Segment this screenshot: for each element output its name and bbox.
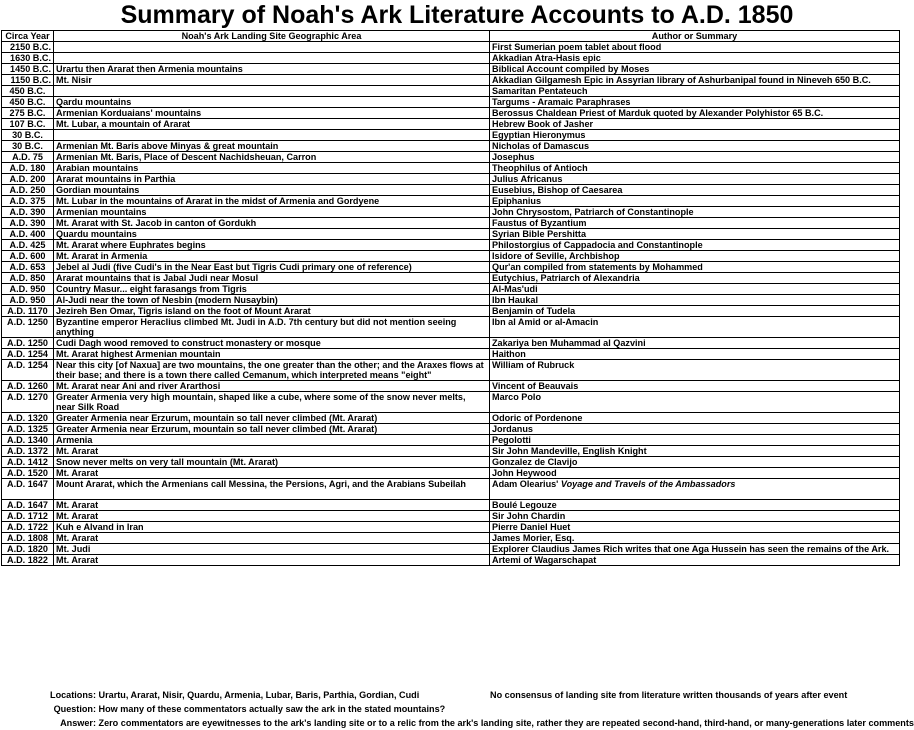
table-row	[2, 262, 900, 273]
cell-author	[490, 381, 900, 392]
author-text: Haithon	[492, 349, 526, 359]
table-row	[2, 174, 900, 185]
cell-site: Ararat mountains in Parthia	[54, 174, 490, 185]
cell-site: Mt. Ararat in Armenia	[54, 251, 490, 262]
cell-author	[490, 42, 900, 53]
cell-year: A.D. 375	[2, 196, 54, 207]
cell-year: 1450 B.C.	[2, 64, 54, 75]
cell-year: A.D. 1520	[2, 468, 54, 479]
author-text: Adam Olearius'	[492, 479, 559, 489]
author-text: Targums - Aramaic Paraphrases	[492, 97, 631, 107]
author-text: Pierre Daniel Huet	[492, 522, 571, 532]
cell-year: A.D. 850	[2, 273, 54, 284]
cell-site: Al-Judi near the town of Nesbin (modern Nusaybin)	[54, 295, 490, 306]
table-row	[2, 360, 900, 381]
table-row	[2, 381, 900, 392]
cell-year: 450 B.C.	[2, 97, 54, 108]
cell-site: Mt. Ararat	[54, 555, 490, 566]
table-row	[2, 500, 900, 511]
cell-author	[490, 349, 900, 360]
cell-author	[490, 53, 900, 64]
cell-author	[490, 97, 900, 108]
cell-site: Mt. Judi	[54, 544, 490, 555]
table-row	[2, 251, 900, 262]
cell-site: Byzantine emperor Heraclius climbed Mt. Judi in A.D. 7th century but did not mention seeing anything	[54, 317, 490, 338]
author-text: Jordanus	[492, 424, 533, 434]
cell-site: Jezireh Ben Omar, Tigris island on the foot of Mount Ararat	[54, 306, 490, 317]
cell-author	[490, 218, 900, 229]
cell-site: Mt. Ararat	[54, 500, 490, 511]
cell-site: Cudi Dagh wood removed to construct monastery or mosque	[54, 338, 490, 349]
cell-site: Mt. Ararat	[54, 511, 490, 522]
cell-site: Armenian Mt. Baris, Place of Descent Nachidsheuan, Carron	[54, 152, 490, 163]
author-text: Berossus Chaldean Priest of Marduk quoted by Alexander Polyhistor 65 B.C.	[492, 108, 824, 118]
author-text: Biblical Account compiled by Moses	[492, 64, 650, 74]
cell-year: A.D. 1412	[2, 457, 54, 468]
cell-author	[490, 284, 900, 295]
author-text: Akkadian Gilgamesh Epic in Assyrian library of Ashurbanipal found in Nineveh 650 B.C.	[492, 75, 871, 85]
cell-author	[490, 64, 900, 75]
cell-author	[490, 240, 900, 251]
cell-year: A.D. 425	[2, 240, 54, 251]
table-row	[2, 457, 900, 468]
cell-author	[490, 533, 900, 544]
cell-site	[54, 86, 490, 97]
author-text: James Morier, Esq.	[492, 533, 575, 543]
cell-site: Mount Ararat, which the Armenians call Messina, the Persions, Agri, and the Arabians Subeilah	[54, 479, 490, 500]
cell-site: Mt. Ararat where Euphrates begins	[54, 240, 490, 251]
cell-site: Armenian mountains	[54, 207, 490, 218]
cell-author	[490, 262, 900, 273]
table-row	[2, 207, 900, 218]
author-text: Qur'an compiled from statements by Mohammed	[492, 262, 703, 272]
cell-author	[490, 544, 900, 555]
footer-locations	[0, 690, 914, 700]
table-row	[2, 284, 900, 295]
author-text: Josephus	[492, 152, 535, 162]
cell-site: Qardu mountains	[54, 97, 490, 108]
cell-site: Greater Armenia very high mountain, shaped like a cube, where some of the snow never melts, near Silk Road	[54, 392, 490, 413]
cell-year: A.D. 1254	[2, 349, 54, 360]
cell-site: Greater Armenia near Erzurum, mountain so tall never climbed (Mt. Ararat)	[54, 424, 490, 435]
cell-author	[490, 446, 900, 457]
author-italic-title: Voyage and Travels of the Ambassadors	[560, 479, 736, 489]
table-row	[2, 392, 900, 413]
author-text: Eutychius, Patriarch of Alexandria	[492, 273, 640, 283]
cell-year: A.D. 1372	[2, 446, 54, 457]
author-text: Odoric of Pordenone	[492, 413, 583, 423]
cell-year: A.D. 1250	[2, 317, 54, 338]
table-row	[2, 229, 900, 240]
table-row	[2, 163, 900, 174]
cell-year: 107 B.C.	[2, 119, 54, 130]
cell-year: A.D. 200	[2, 174, 54, 185]
author-text: William of Rubruck	[492, 360, 575, 370]
table-row	[2, 435, 900, 446]
header-landing-site: Noah's Ark Landing Site Geographic Area	[54, 31, 490, 42]
cell-site: Mt. Ararat highest Armenian mountain	[54, 349, 490, 360]
cell-site: Arabian mountains	[54, 163, 490, 174]
cell-site: Mt. Ararat	[54, 468, 490, 479]
cell-author	[490, 75, 900, 86]
author-text: Vincent of Beauvais	[492, 381, 579, 391]
cell-site: Gordian mountains	[54, 185, 490, 196]
cell-site: Jebel al Judi (five Cudi's in the Near East but Tigris Cudi primary one of reference)	[54, 262, 490, 273]
table-row	[2, 511, 900, 522]
table-row	[2, 42, 900, 53]
cell-site: Armenia	[54, 435, 490, 446]
cell-site: Armenian Mt. Baris above Minyas & great mountain	[54, 141, 490, 152]
table-row	[2, 64, 900, 75]
cell-author	[490, 152, 900, 163]
cell-site: Mt. Ararat with St. Jacob in canton of Gordukh	[54, 218, 490, 229]
cell-site	[54, 130, 490, 141]
cell-author	[490, 500, 900, 511]
cell-site: Country Masur... eight farasangs from Tigris	[54, 284, 490, 295]
author-text: Benjamin of Tudela	[492, 306, 576, 316]
cell-site: Mt. Lubar in the mountains of Ararat in the midst of Armenia and Gordyene	[54, 196, 490, 207]
header-circa-year: Circa Year	[2, 31, 54, 42]
cell-year: A.D. 950	[2, 284, 54, 295]
cell-year: A.D. 1820	[2, 544, 54, 555]
table-row	[2, 349, 900, 360]
author-text: Julius Africanus	[492, 174, 563, 184]
cell-year: A.D. 950	[2, 295, 54, 306]
author-text: Epiphanius	[492, 196, 542, 206]
table-row	[2, 522, 900, 533]
table-row	[2, 468, 900, 479]
author-text: Marco Polo	[492, 392, 542, 402]
author-text: Eusebius, Bishop of Caesarea	[492, 185, 623, 195]
cell-year: A.D. 390	[2, 207, 54, 218]
author-text: Nicholas of Damascus	[492, 141, 590, 151]
table-row	[2, 446, 900, 457]
author-text: Ibn Haukal	[492, 295, 538, 305]
cell-year: A.D. 1722	[2, 522, 54, 533]
table-row	[2, 53, 900, 64]
cell-author	[490, 522, 900, 533]
cell-year: A.D. 1325	[2, 424, 54, 435]
question-label: Question:	[53, 704, 96, 714]
cell-year: 1150 B.C.	[2, 75, 54, 86]
author-text: Sir John Chardin	[492, 511, 566, 521]
author-text: Samaritan Pentateuch	[492, 86, 588, 96]
cell-author	[490, 174, 900, 185]
cell-author	[490, 392, 900, 413]
author-text: Pegolotti	[492, 435, 531, 445]
cell-author	[490, 251, 900, 262]
cell-year: 30 B.C.	[2, 141, 54, 152]
author-text: John Chrysostom, Patriarch of Constantinople	[492, 207, 694, 217]
author-text: Egyptian Hieronymus	[492, 130, 586, 140]
cell-site: Ararat mountains that is Jabal Judi near Mosul	[54, 273, 490, 284]
cell-author	[490, 468, 900, 479]
cell-site: Snow never melts on very tall mountain (Mt. Ararat)	[54, 457, 490, 468]
author-text: John Heywood	[492, 468, 557, 478]
table-row	[2, 75, 900, 86]
cell-author	[490, 317, 900, 338]
author-text: Isidore of Seville, Archbishop	[492, 251, 620, 261]
accounts-table	[1, 30, 900, 566]
table-row	[2, 306, 900, 317]
cell-year: A.D. 600	[2, 251, 54, 262]
author-text: Philostorgius of Cappadocia and Constantinople	[492, 240, 703, 250]
author-text: Hebrew Book of Jasher	[492, 119, 594, 129]
author-text: Akkadian Atra-Hasis epic	[492, 53, 601, 63]
cell-year: A.D. 1647	[2, 479, 54, 500]
cell-year: A.D. 1712	[2, 511, 54, 522]
cell-author	[490, 130, 900, 141]
cell-year: A.D. 400	[2, 229, 54, 240]
cell-site: Mt. Ararat near Ani and river Ararthosi	[54, 381, 490, 392]
table-row	[2, 97, 900, 108]
consensus-text: No consensus of landing site from literature written thousands of years after event	[490, 690, 848, 700]
cell-author	[490, 196, 900, 207]
table-row	[2, 240, 900, 251]
author-text: Theophilus of Antioch	[492, 163, 588, 173]
cell-author	[490, 306, 900, 317]
table-row	[2, 555, 900, 566]
table-row	[2, 119, 900, 130]
author-text: Al-Mas'udi	[492, 284, 538, 294]
author-text: Zakariya ben Muhammad al Qazvini	[492, 338, 646, 348]
cell-year: A.D. 1254	[2, 360, 54, 381]
answer-label: Answer:	[60, 718, 96, 728]
table-row	[2, 533, 900, 544]
header-row	[2, 31, 900, 42]
cell-author	[490, 141, 900, 152]
cell-year: A.D. 653	[2, 262, 54, 273]
author-text: Artemi of Wagarschapat	[492, 555, 597, 565]
cell-author	[490, 207, 900, 218]
cell-site: Mt. Ararat	[54, 533, 490, 544]
cell-site	[54, 42, 490, 53]
cell-year: 275 B.C.	[2, 108, 54, 119]
locations-text: Urartu, Ararat, Nisir, Quardu, Armenia, Lubar, Baris, Parthia, Gordian, Cudi	[98, 690, 420, 700]
cell-year: A.D. 1270	[2, 392, 54, 413]
cell-site: Armenian Korduaians' mountains	[54, 108, 490, 119]
table-body	[2, 42, 900, 566]
cell-author	[490, 479, 900, 500]
cell-year: A.D. 1320	[2, 413, 54, 424]
cell-author	[490, 413, 900, 424]
table-row	[2, 338, 900, 349]
cell-author	[490, 457, 900, 468]
cell-author	[490, 108, 900, 119]
footer-answer	[0, 718, 914, 728]
table-row	[2, 130, 900, 141]
cell-author	[490, 424, 900, 435]
table-row	[2, 152, 900, 163]
table-row	[2, 295, 900, 306]
cell-author	[490, 86, 900, 97]
cell-author	[490, 338, 900, 349]
cell-year: 1630 B.C.	[2, 53, 54, 64]
cell-site: Urartu then Ararat then Armenia mountains	[54, 64, 490, 75]
table-row	[2, 424, 900, 435]
table-row	[2, 544, 900, 555]
table-row	[2, 196, 900, 207]
header-author: Author or Summary	[490, 31, 900, 42]
page-title: Summary of Noah's Ark Literature Accounts to A.D. 1850	[120, 1, 794, 29]
cell-year: 2150 B.C.	[2, 42, 54, 53]
cell-year: A.D. 1822	[2, 555, 54, 566]
table-row	[2, 273, 900, 284]
author-text: First Sumerian poem tablet about flood	[492, 42, 662, 52]
cell-site: Quardu mountains	[54, 229, 490, 240]
cell-author	[490, 185, 900, 196]
cell-site	[54, 53, 490, 64]
cell-author	[490, 295, 900, 306]
author-text: Faustus of Byzantium	[492, 218, 587, 228]
author-text: Ibn al Amid or al-Amacin	[492, 317, 599, 327]
table-row	[2, 413, 900, 424]
cell-site: Mt. Lubar, a mountain of Ararat	[54, 119, 490, 130]
cell-year: A.D. 75	[2, 152, 54, 163]
cell-author	[490, 229, 900, 240]
cell-year: A.D. 1170	[2, 306, 54, 317]
table-row	[2, 86, 900, 97]
cell-year: A.D. 390	[2, 218, 54, 229]
locations-label: Locations:	[50, 690, 96, 700]
cell-year: A.D. 180	[2, 163, 54, 174]
cell-author	[490, 555, 900, 566]
table-row	[2, 479, 900, 500]
cell-author	[490, 119, 900, 130]
cell-year: A.D. 1808	[2, 533, 54, 544]
question-text: How many of these commentators actually saw the ark in the stated mountains?	[98, 704, 446, 714]
cell-author	[490, 511, 900, 522]
cell-author	[490, 435, 900, 446]
cell-site: Near this city [of Naxua] are two mountains, the one greater than the other; and the Araxes flows at their base; and there is a town there called Cemanum, which interpreted means "eight"	[54, 360, 490, 381]
cell-site: Mt. Nisir	[54, 75, 490, 86]
table-row	[2, 185, 900, 196]
cell-year: A.D. 1260	[2, 381, 54, 392]
author-text: Syrian Bible Pershitta	[492, 229, 587, 239]
cell-site: Mt. Ararat	[54, 446, 490, 457]
table-row	[2, 317, 900, 338]
author-text: Boulé Legouze	[492, 500, 557, 510]
table-row	[2, 108, 900, 119]
answer-text: Zero commentators are eyewitnesses to the ark's landing site or to a relic from the ark's landing site, rather they are repeated second-hand, third-hand, or many-generations later comments	[98, 718, 914, 728]
cell-year: A.D. 250	[2, 185, 54, 196]
author-text: Gonzalez de Clavijo	[492, 457, 578, 467]
cell-site: Greater Armenia near Erzurum, mountain so tall never climbed (Mt. Ararat)	[54, 413, 490, 424]
cell-year: 30 B.C.	[2, 130, 54, 141]
table-row	[2, 218, 900, 229]
author-text: Sir John Mandeville, English Knight	[492, 446, 647, 456]
cell-author	[490, 163, 900, 174]
cell-site: Kuh e Alvand in Iran	[54, 522, 490, 533]
author-text: Explorer Claudius James Rich writes that one Aga Hussein has seen the remains of the Ark.	[492, 544, 890, 554]
cell-year: 450 B.C.	[2, 86, 54, 97]
table-row	[2, 141, 900, 152]
cell-year: A.D. 1647	[2, 500, 54, 511]
footer-question	[0, 704, 914, 714]
cell-year: A.D. 1340	[2, 435, 54, 446]
cell-author	[490, 360, 900, 381]
cell-author	[490, 273, 900, 284]
cell-year: A.D. 1250	[2, 338, 54, 349]
